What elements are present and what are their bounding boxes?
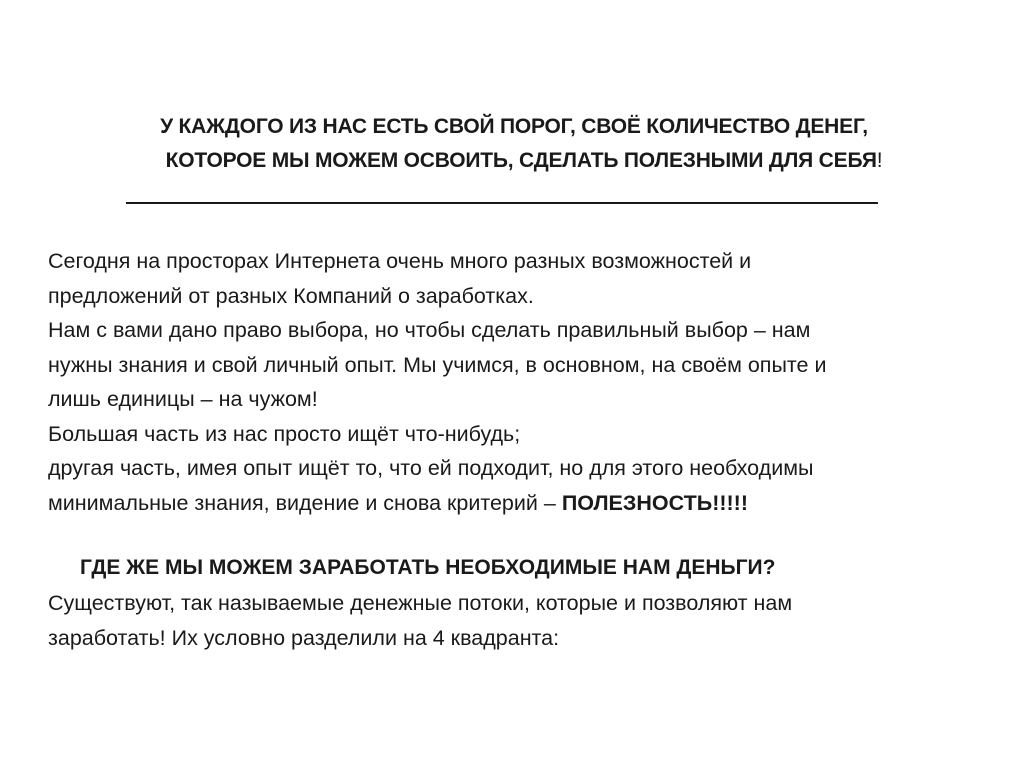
section-heading: ГДЕ ЖЕ МЫ МОЖЕМ ЗАРАБОТАТЬ НЕОБХОДИМЫЕ НАМ ДЕНЬГИ? <box>80 556 776 579</box>
title-divider <box>126 202 878 204</box>
section-line: заработать! Их условно разделили на 4 квадранта: <box>48 625 560 650</box>
body-emphasis: ПОЛЕЗНОСТЬ!!!!! <box>561 490 748 515</box>
title-line-2 <box>0 144 1024 178</box>
body-line: предложений от разных Компаний о заработках. <box>48 283 534 308</box>
body-line: другая часть, имея опыт ищёт то, что ей подходит, но для этого необходимы <box>48 456 814 480</box>
body-line: Большая часть из нас просто ищёт что-нибудь; <box>48 421 521 446</box>
body-line-last <box>48 486 1016 521</box>
section-text <box>48 586 1016 655</box>
title-line-2-end: ! <box>876 149 883 172</box>
body-line: Нам с вами дано право выбора, но чтобы сделать правильный выбор – нам <box>48 318 811 342</box>
body-text <box>48 244 1016 520</box>
body-line: нужны знания и свой личный опыт. Мы учимся, в основном, на своём опыте и <box>48 352 827 377</box>
title-line-2-text: КОТОРОЕ МЫ МОЖЕМ ОСВОИТЬ, СДЕЛАТЬ ПОЛЕЗНЫМИ ДЛЯ СЕБЯ <box>165 149 877 172</box>
body-line: Сегодня на просторах Интернета очень много разных возможностей и <box>48 249 752 273</box>
slide-title <box>0 110 1024 178</box>
body-last-text: минимальные знания, видение и снова критерий – <box>48 490 562 515</box>
body-line: лишь единицы – на чужом! <box>48 387 318 411</box>
title-line-1: У КАЖДОГО ИЗ НАС ЕСТЬ СВОЙ ПОРОГ, СВОЁ КОЛИЧЕСТВО ДЕНЕГ, <box>160 115 868 138</box>
section-line: Существуют, так называемые денежные потоки, которые и позволяют нам <box>48 591 793 615</box>
